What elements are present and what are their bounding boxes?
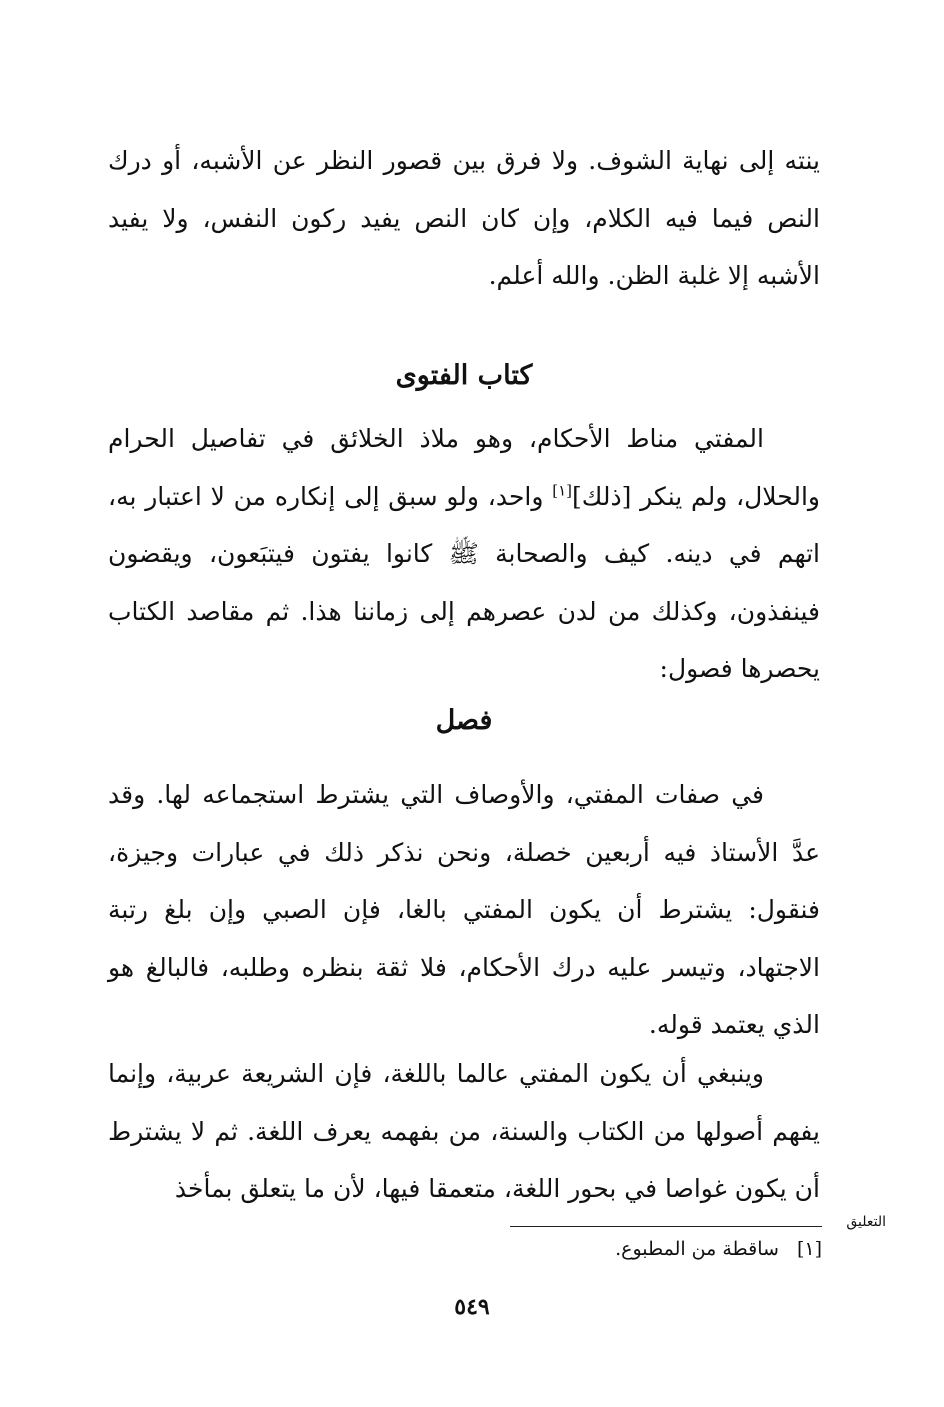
mufti-text [108, 410, 820, 698]
footnote-entry [500, 1238, 822, 1260]
qualifications-text: في صفات المفتي، والأوصاف التي يشترط استجماعه لها. وقد عدَّ الأستاذ فيه أربعين خصلة، ونحن نذكر ذلك في عبارات وجيزة، فنقول: يشترط أن يكون المفتي بالغا، فإن الصبي وإن بلغ رتبة الاجتهاد، وتيسر عليه درك الأحكام، فلا ثقة بنظره وطلبه، فالبالغ هو الذي يعتمد قوله. [108, 780, 820, 1039]
mufti-paragraph [108, 410, 820, 698]
footnote-label: التعليق [846, 1214, 886, 1230]
section-heading: فصل [435, 705, 493, 736]
language-paragraph [108, 1045, 820, 1218]
language-text: وينبغي أن يكون المفتي عالما باللغة، فإن الشريعة عربية، وإنما يفهم أصولها من الكتاب والسنة، من بفهمه يعرف اللغة. ثم لا يشترط أن يكون غواصا في بحور اللغة، متعمقا فيها، لأن ما يتعلق بمأخذ [108, 1059, 820, 1203]
mufti-text-part1: المفتي مناط الأحكام، وهو ملاذ الخلائق في تفاصيل الحرام والحلال، ولم ينكر [ذلك] [108, 424, 820, 511]
page-number: ٥٤٩ [454, 1294, 490, 1320]
footnote-text: ساقطة من المطبوع. [615, 1238, 779, 1260]
intro-text: ينته إلى نهاية الشوف. ولا فرق بين قصور النظر عن الأشبه، أو درك النص فيما فيه الكلام، وإن كان النص يفيد ركون النفس، ولا يفيد الأشبه إلا غلبة الظن. والله أعلم. [108, 146, 820, 290]
footnote-number: [١] [796, 1238, 822, 1260]
footnote-reference: [١] [552, 481, 572, 500]
intro-paragraph [108, 132, 820, 305]
footnote-divider [510, 1226, 822, 1227]
qualifications-paragraph [108, 766, 820, 1054]
book-title-heading: كتاب الفتوى [395, 360, 533, 391]
mufti-text-part2: واحد، ولو سبق إلى إنكاره من لا اعتبار به، اتهم في دينه. كيف والصحابة ﷺ كانوا يفتون فيتبَعون، ويقضون فينفذون، وكذلك من لدن عصرهم إلى زماننا هذا. ثم مقاصد الكتاب يحصرها فصول: [108, 481, 820, 683]
